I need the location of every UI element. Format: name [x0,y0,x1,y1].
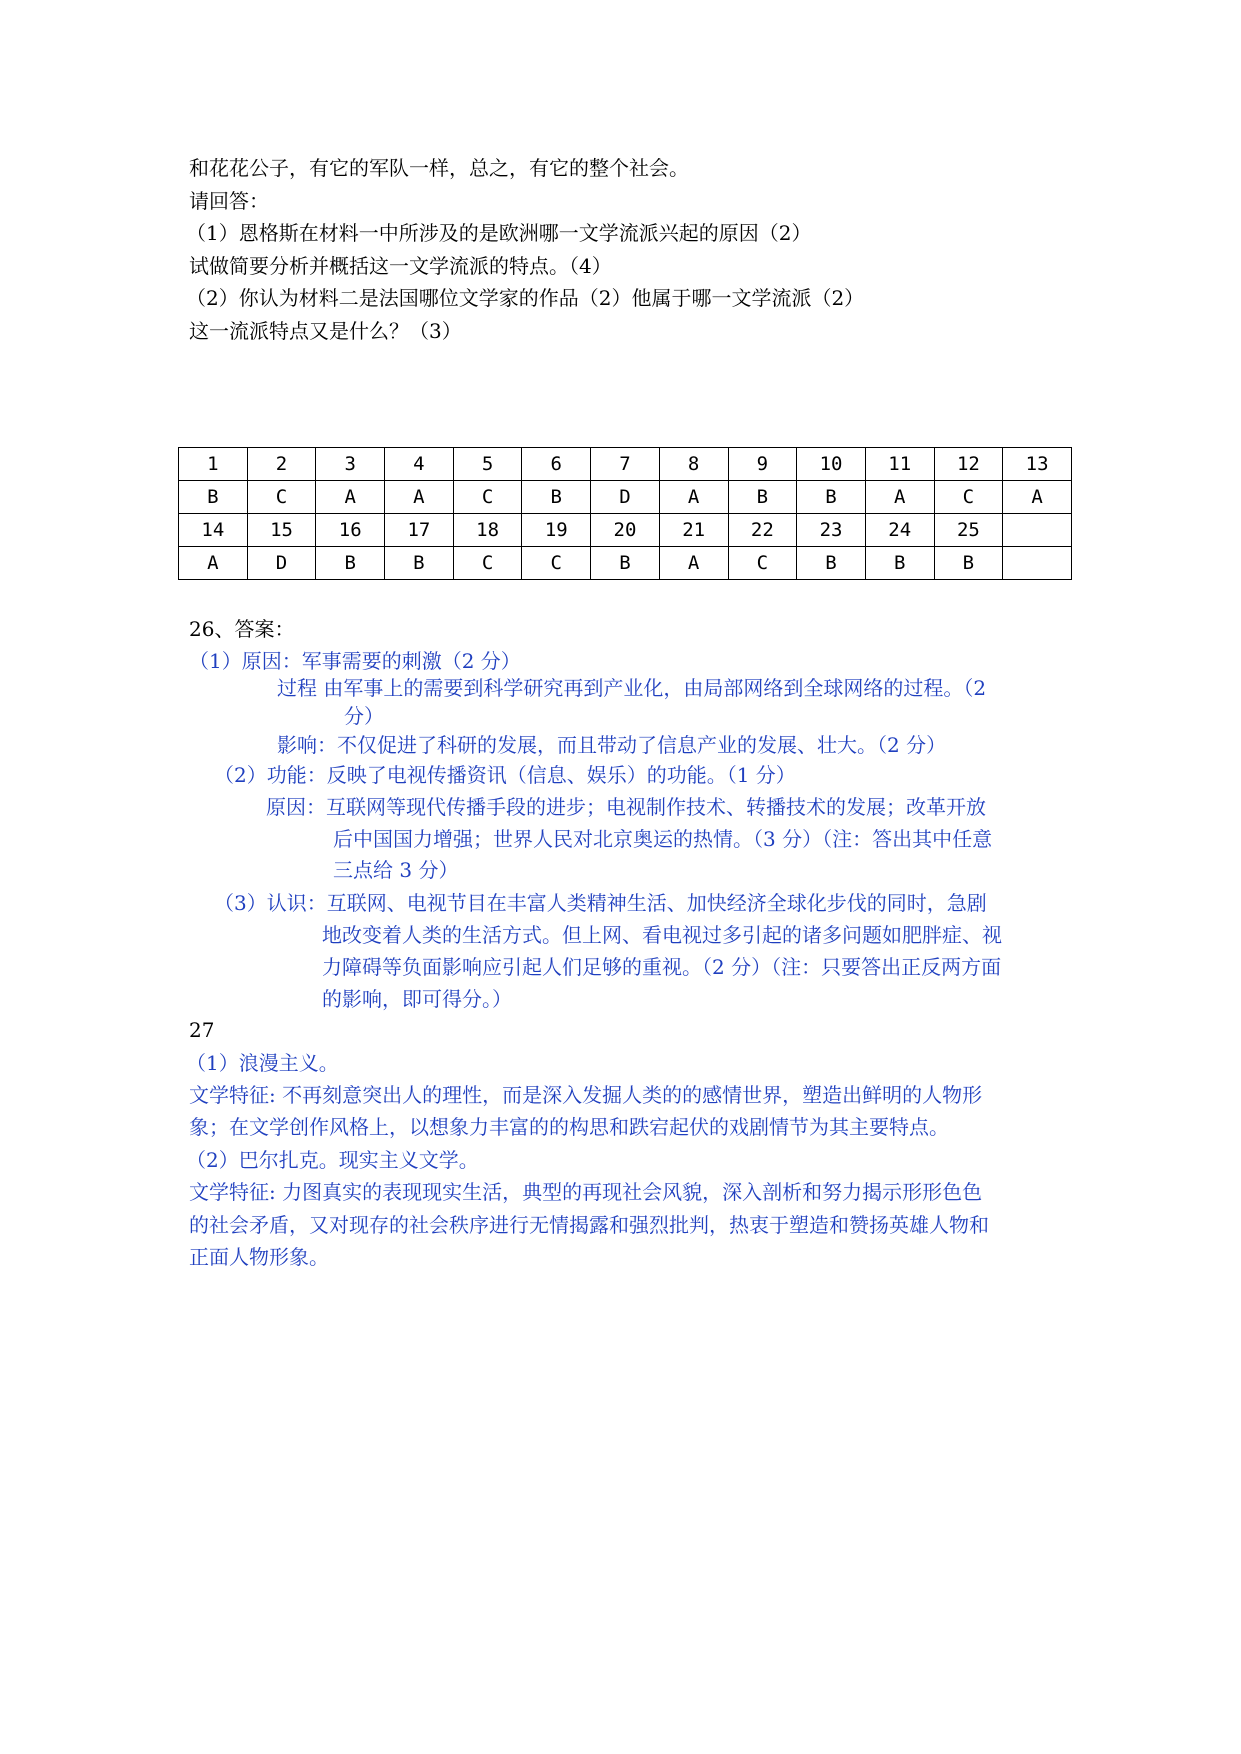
table-cell: A [316,481,385,514]
answer-26-part1-process-cont: 分） [344,704,384,728]
table-cell: 1 [179,448,248,481]
table-cell: B [797,481,866,514]
answer-27-part1-feature-1: 文学特征: 不再刻意突出人的理性，而是深入发掘人类的的感情世界，塑造出鲜明的人物形 [189,1083,983,1107]
table-cell: 20 [591,514,660,547]
table-cell: 13 [1003,448,1072,481]
table-cell: 21 [659,514,728,547]
answer-26-part3-d: 的影响，即可得分。） [322,987,512,1011]
table-row [179,547,1072,580]
table-cell: 23 [797,514,866,547]
answer-26-part3-a: （3）认识：互联网、电视节目在丰富人类精神生活、加快经济全球化步伐的同时，急剧 [214,891,987,915]
table-cell: 17 [385,514,454,547]
table-cell: B [591,547,660,580]
answer-26-part2-reason-3: 三点给 3 分） [333,858,459,882]
answer-27-part1: （1）浪漫主义。 [186,1051,339,1075]
table-cell [1003,514,1072,547]
table-cell: 22 [728,514,797,547]
table-cell: 15 [247,514,316,547]
table-cell [1003,547,1072,580]
answer-27-title: 27 [189,1018,215,1042]
table-cell: B [934,547,1003,580]
answer-26-part3-b: 地改变着人类的生活方式。但上网、看电视过多引起的诸多问题如肥胖症、视 [322,923,1002,947]
table-cell: 24 [865,514,934,547]
table-cell: C [453,547,522,580]
answer-26-part3-c: 力障碍等负面影响应引起人们足够的重视。（2 分）（注：只要答出正反两方面 [322,955,1002,979]
answer-27-part2-feature-2: 的社会矛盾，又对现存的社会秩序进行无情揭露和强烈批判，热衷于塑造和赞扬英雄人物和 [189,1213,989,1237]
answer-26-part1: （1）原因：军事需要的刺激（2 分） [189,649,521,673]
table-cell: A [659,481,728,514]
table-row [179,514,1072,547]
table-cell: C [522,547,591,580]
question-2a: （2）你认为材料二是法国哪位文学家的作品（2）他属于哪一文学流派（2） [186,286,865,310]
table-cell: C [728,547,797,580]
table-cell: 8 [659,448,728,481]
answer-27-part1-feature-2: 象；在文学创作风格上，以想象力丰富的的构思和跌宕起伏的戏剧情节为其主要特点。 [189,1115,949,1139]
table-cell: C [934,481,1003,514]
question-1b: 试做简要分析并概括这一文学流派的特点。（4） [189,254,612,278]
answer-26-part1-impact: 影响：不仅促进了科研的发展，而且带动了信息产业的发展、壮大。（2 分） [277,733,947,757]
table-cell: 10 [797,448,866,481]
table-cell: A [179,547,248,580]
table-cell: 11 [865,448,934,481]
table-cell: 7 [591,448,660,481]
question-prompt: 请回答： [189,189,269,213]
table-cell: 16 [316,514,385,547]
table-row [179,481,1072,514]
table-cell: 2 [247,448,316,481]
answer-26-part2-reason-2: 后中国国力增强；世界人民对北京奥运的热情。（3 分）（注：答出其中任意 [333,827,993,851]
table-cell: C [247,481,316,514]
question-continuation: 和花花公子，有它的军队一样，总之，有它的整个社会。 [189,156,689,180]
table-cell: 3 [316,448,385,481]
table-cell: D [591,481,660,514]
table-cell: B [385,547,454,580]
table-cell: B [316,547,385,580]
table-cell: A [1003,481,1072,514]
answer-table [178,447,1072,580]
table-cell: 9 [728,448,797,481]
answer-27-part2-feature-1: 文学特征: 力图真实的表现现实生活，典型的再现社会风貌，深入剖析和努力揭示形形色色 [189,1180,983,1204]
table-cell: 4 [385,448,454,481]
answer-26-part1-process: 过程 由军事上的需要到科学研究再到产业化，由局部网络到全球网络的过程。（2 [277,676,987,700]
table-cell: D [247,547,316,580]
answer-27-part2-feature-3: 正面人物形象。 [189,1245,329,1269]
table-cell: A [865,481,934,514]
table-cell: B [728,481,797,514]
table-cell: B [797,547,866,580]
table-cell: 18 [453,514,522,547]
answer-27-part2: （2）巴尔扎克。现实主义文学。 [186,1148,479,1172]
table-cell: B [179,481,248,514]
table-cell: A [385,481,454,514]
table-cell: 19 [522,514,591,547]
table-cell: B [522,481,591,514]
answer-26-part2-reason-1: 原因：互联网等现代传播手段的进步；电视制作技术、转播技术的发展；改革开放 [266,795,986,819]
table-cell: A [659,547,728,580]
question-1a: （1）恩格斯在材料一中所涉及的是欧洲哪一文学流派兴起的原因（2） [186,221,812,245]
table-cell: 25 [934,514,1003,547]
table-cell: 6 [522,448,591,481]
table-cell: 5 [453,448,522,481]
table-cell: 14 [179,514,248,547]
answer-26-title: 26、答案： [189,617,295,641]
answer-26-part2: （2）功能：反映了电视传播资讯（信息、娱乐）的功能。（1 分） [214,763,796,787]
table-cell: 12 [934,448,1003,481]
table-cell: C [453,481,522,514]
question-2b: 这一流派特点又是什么？（3） [189,319,462,343]
table-row [179,448,1072,481]
table-cell: B [865,547,934,580]
